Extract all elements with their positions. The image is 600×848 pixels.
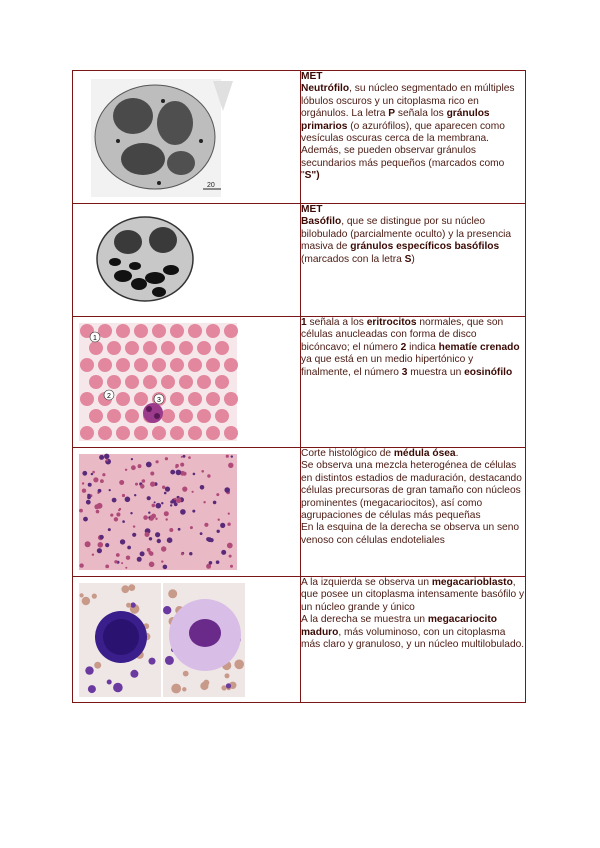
erythrocyte <box>143 375 157 389</box>
marrow-cell <box>174 498 176 500</box>
erythrocyte <box>116 426 130 440</box>
blood-cell <box>130 670 138 678</box>
marrow-cell <box>152 504 156 508</box>
marrow-cell <box>221 550 226 555</box>
marrow-cell <box>96 510 100 514</box>
text-segment: indica <box>406 341 439 353</box>
marrow-cell <box>204 523 208 527</box>
marrow-cell <box>176 498 181 503</box>
marrow-cell <box>98 489 102 493</box>
marrow-cell <box>140 484 144 488</box>
description-cell <box>301 317 526 448</box>
marrow-cell <box>192 491 194 493</box>
marrow-cell <box>91 473 93 475</box>
megakaryocyte-micrograph <box>73 577 300 702</box>
marrow-cell <box>109 489 111 491</box>
erythrocyte <box>206 324 220 338</box>
marrow-cell <box>192 510 195 513</box>
highlighted-term: 2 <box>400 341 407 353</box>
marrow-cell <box>93 477 98 482</box>
blood-cell <box>149 658 156 665</box>
marrow-cell <box>161 560 163 562</box>
marrow-cell <box>180 509 186 515</box>
marrow-cell <box>175 466 177 468</box>
marrow-cell <box>231 455 233 457</box>
image-cell <box>73 577 301 703</box>
marrow-cell <box>224 487 230 493</box>
erythrocyte <box>98 426 112 440</box>
description-cell <box>301 448 526 577</box>
marrow-cell <box>201 470 204 473</box>
marrow-cell <box>156 460 159 463</box>
table-row <box>73 71 526 204</box>
marrow-cell <box>108 528 111 531</box>
bone-marrow-micrograph <box>73 448 300 576</box>
erythrocyte <box>197 341 211 355</box>
blood-cell <box>107 680 112 685</box>
marrow-cell <box>105 565 109 569</box>
neutrophil-micrograph <box>73 71 300 203</box>
marrow-cell <box>150 482 155 487</box>
blood-cell <box>88 685 96 693</box>
highlighted-term: gránulos específicos basófilos <box>350 241 500 253</box>
marrow-cell <box>138 464 142 468</box>
blood-cell <box>226 683 231 688</box>
section-heading: MET <box>301 71 323 82</box>
text-segment: ya que está en un medio hipertónico y finalmente, el número <box>301 354 474 378</box>
marrow-cell <box>133 525 135 527</box>
marrow-cell <box>132 533 136 537</box>
erythrocyte <box>188 324 202 338</box>
erythrocyte <box>107 341 121 355</box>
erythrocyte <box>179 341 193 355</box>
blood-cell <box>203 680 209 686</box>
marrow-cell <box>86 500 91 505</box>
marrow-cell <box>148 551 152 555</box>
marrow-cell <box>92 471 95 474</box>
erythrocyte <box>89 375 103 389</box>
marrow-cell <box>82 471 87 476</box>
marrow-cell <box>125 567 127 569</box>
erythrocyte <box>215 409 229 423</box>
image-cell <box>73 204 301 317</box>
description-cell <box>301 71 526 204</box>
marrow-cell <box>87 494 90 497</box>
marrow-cell <box>131 458 133 460</box>
description-text <box>301 577 524 650</box>
marrow-cell <box>209 561 213 565</box>
erythrocyte <box>89 341 103 355</box>
highlighted-term: gránulos primarios <box>301 108 490 132</box>
erythrocyte <box>152 426 166 440</box>
text-segment: ) <box>411 253 415 265</box>
erythrocyte <box>134 324 148 338</box>
marrow-cell <box>125 469 127 471</box>
erythrocyte <box>116 358 130 372</box>
text-segment: , su núcleo segmentado en múltiples lóbulos oscuros y un citoplasma rico en orgánulos. La letra <box>301 83 515 120</box>
marrow-cell <box>155 518 157 520</box>
blood-cell <box>94 662 101 669</box>
section-heading: MET <box>301 204 323 215</box>
erythrocyte <box>134 426 148 440</box>
marrow-cell <box>97 548 102 553</box>
marrow-cell <box>217 530 220 533</box>
scale-label: 20 <box>207 182 215 189</box>
erythrocyte <box>215 341 229 355</box>
marrow-cell <box>105 543 109 547</box>
blood-cell <box>165 656 174 665</box>
highlighted-term: eritrocitos <box>366 317 417 328</box>
marrow-cell <box>174 502 178 506</box>
erythrocyte <box>206 426 220 440</box>
text-segment: , que posee un citoplasma intensamente basófilo y un núcleo grande y único A la derecha se muestra un <box>301 577 525 626</box>
marrow-cell <box>125 497 131 503</box>
marrow-cell <box>176 470 182 476</box>
blood-cell <box>163 606 171 614</box>
erythrocyte <box>206 358 220 372</box>
description-cell <box>301 204 526 317</box>
text-segment: , que se distingue por su núcleo bilobulado (parcialmente oculto) y la presencia masiva de <box>301 216 512 253</box>
marrow-cell <box>79 509 83 513</box>
erythrocyte <box>80 392 94 406</box>
marrow-cell <box>181 456 183 458</box>
marrow-cell <box>148 517 150 519</box>
marrow-cell <box>216 493 219 496</box>
marrow-cell <box>164 492 167 495</box>
marrow-cell <box>161 502 163 504</box>
erythrocyte <box>170 426 184 440</box>
marrow-cell <box>182 487 187 492</box>
marrow-cell <box>156 503 162 509</box>
marrow-cell <box>145 532 150 537</box>
description-text <box>301 448 522 546</box>
marrow-cell <box>155 532 160 537</box>
marrow-cell <box>131 465 136 470</box>
blood-cell <box>121 585 129 593</box>
blood-cell <box>128 584 135 591</box>
marrow-cell <box>119 480 124 485</box>
marrow-cell <box>116 553 120 557</box>
marrow-cell <box>183 455 186 458</box>
table-row <box>73 317 526 448</box>
table-row <box>73 204 526 317</box>
erythrocyte <box>197 375 211 389</box>
marrow-cell <box>143 515 148 520</box>
text-segment: señala a los <box>306 317 367 328</box>
marrow-cell <box>154 501 156 503</box>
image-cell <box>73 317 301 448</box>
marrow-cell <box>165 487 170 492</box>
marrow-cell <box>112 498 117 503</box>
marrow-cell <box>162 486 165 489</box>
marrow-cell <box>88 483 92 487</box>
marrow-cell <box>227 523 230 526</box>
marrow-cell <box>114 517 118 521</box>
marrow-cell <box>216 560 220 564</box>
marrow-cell <box>122 494 125 497</box>
marrow-cell <box>207 537 212 542</box>
highlighted-term: médula ósea <box>393 448 456 459</box>
marrow-cell <box>92 554 94 556</box>
marrow-cell <box>228 463 233 468</box>
marrow-cell <box>99 455 104 460</box>
highlighted-term: eosinófilo <box>464 366 513 378</box>
table-row <box>73 577 526 703</box>
marrow-cell <box>106 459 108 461</box>
erythrocyte <box>80 358 94 372</box>
erythrocyte <box>179 409 193 423</box>
marrow-cell <box>180 463 184 467</box>
erythrocyte <box>89 409 103 423</box>
text-segment: A la izquierda se observa un <box>301 577 432 588</box>
erythrocyte <box>116 324 130 338</box>
erythrocyte <box>125 341 139 355</box>
marrow-cell <box>134 494 136 496</box>
marrow-cell <box>102 473 105 476</box>
blood-cell <box>130 602 135 607</box>
marrow-cell <box>157 539 161 543</box>
erythrocyte <box>224 358 238 372</box>
blood-cell <box>80 593 84 597</box>
erythrocyte <box>98 358 112 372</box>
image-cell <box>73 71 301 204</box>
marker-label-2: 2 <box>107 393 111 400</box>
erythrocyte <box>188 358 202 372</box>
blood-cell <box>182 687 186 691</box>
marrow-cell <box>193 473 196 476</box>
marrow-cell <box>150 472 154 476</box>
marrow-cell <box>149 562 155 568</box>
marrow-cell <box>170 504 172 506</box>
marrow-cell <box>178 528 181 531</box>
erythrocyte <box>152 358 166 372</box>
marrow-cell <box>82 489 86 493</box>
erythrocyte <box>152 324 166 338</box>
marrow-cell <box>121 562 123 564</box>
blood-cell <box>183 671 189 677</box>
marrow-cell <box>85 541 91 547</box>
marrow-cell <box>147 496 151 500</box>
highlighted-term: S") <box>304 170 320 182</box>
text-segment: Corte histológico de <box>301 448 394 459</box>
marrow-cell <box>200 485 205 490</box>
text-segment: (marcados con la letra <box>301 253 405 265</box>
marrow-cell <box>110 514 113 517</box>
marrow-cell <box>94 504 99 509</box>
marrow-cell <box>137 557 142 562</box>
highlighted-term: Neutrófilo <box>301 83 350 95</box>
blood-cell <box>225 673 230 678</box>
erythrocyte <box>161 409 175 423</box>
erythrocyte <box>170 358 184 372</box>
erythrocyte <box>188 426 202 440</box>
marrow-cell <box>118 509 120 511</box>
text-segment: muestra un <box>407 366 465 378</box>
marrow-cell <box>203 501 205 503</box>
marrow-cell <box>163 565 168 570</box>
marker-label-1: 1 <box>93 335 97 342</box>
erythrocyte <box>143 341 157 355</box>
highlighted-term: P <box>388 108 396 120</box>
erythrocyte <box>170 392 184 406</box>
blood-cell <box>171 684 181 694</box>
blood-smear-micrograph <box>73 317 300 447</box>
text-segment: señala los <box>395 108 447 120</box>
marrow-cell <box>114 560 117 563</box>
marrow-cell <box>161 546 166 551</box>
text-segment: . Se observa una mezcla heterogénea de células en distintos estadios de maduración, destacando células precursoras de gran tamaño con núcleos prominentes (megacariocitos), así como agrupaciones de células más pequeñas En la esquina de la derecha se observa un seno venoso con células endoteliales <box>301 448 522 546</box>
blood-cell <box>85 666 93 674</box>
highlighted-term: megacariocito maduro <box>301 614 497 638</box>
erythrocyte <box>107 409 121 423</box>
erythrocyte <box>125 375 139 389</box>
text-segment: (o azurófilos), que aparecen como vesículas oscuras cerca de la membrana. Además, se pueden observar gránulos secundarios más pequeños (marcados como " <box>301 120 505 182</box>
marrow-cell <box>181 553 184 556</box>
marrow-cell <box>151 514 156 519</box>
erythrocyte <box>197 409 211 423</box>
image-cell <box>73 448 301 577</box>
marrow-cell <box>228 513 230 515</box>
marrow-cell <box>149 537 152 540</box>
blood-cell <box>126 603 131 608</box>
marrow-cell <box>130 512 132 514</box>
marrow-cell <box>226 455 229 458</box>
erythrocyte <box>134 358 148 372</box>
erythrocyte <box>116 392 130 406</box>
marrow-cell <box>165 457 168 460</box>
marrow-cell <box>230 565 233 568</box>
highlighted-term: hematíe crenado <box>438 341 520 353</box>
blood-cell <box>82 597 90 605</box>
marrow-cell <box>227 543 233 549</box>
highlighted-term: 3 <box>401 366 408 378</box>
marrow-cell <box>218 519 220 521</box>
marrow-cell <box>200 532 203 535</box>
content-table <box>72 70 526 703</box>
erythrocyte <box>134 392 148 406</box>
marrow-cell <box>189 552 192 555</box>
description-text <box>301 317 520 378</box>
erythrocyte <box>224 426 238 440</box>
marker-label-3: 3 <box>157 397 161 404</box>
erythrocyte <box>161 375 175 389</box>
marrow-cell <box>82 482 84 484</box>
marrow-cell <box>142 479 146 483</box>
basophil-micrograph <box>73 204 300 316</box>
marrow-cell <box>99 535 103 539</box>
erythrocyte <box>188 392 202 406</box>
description-text <box>301 216 511 264</box>
marrow-cell <box>127 546 131 550</box>
erythrocyte <box>125 409 139 423</box>
marrow-cell <box>83 517 88 522</box>
marrow-cell <box>135 483 138 486</box>
marrow-cell <box>229 555 232 558</box>
erythrocyte <box>80 426 94 440</box>
erythrocyte <box>170 324 184 338</box>
marrow-cell <box>164 511 169 516</box>
table-row <box>73 448 526 577</box>
marrow-cell <box>104 454 109 459</box>
marrow-cell <box>170 470 175 475</box>
marrow-cell <box>167 537 173 543</box>
erythrocyte <box>206 392 220 406</box>
highlighted-term: Basófilo <box>301 216 342 228</box>
blood-cell <box>92 594 97 599</box>
marrow-cell <box>166 518 168 520</box>
marrow-cell <box>100 479 104 483</box>
erythrocyte <box>224 392 238 406</box>
marrow-cell <box>207 474 210 477</box>
description-cell <box>301 577 526 703</box>
highlighted-term: megacarioblasto <box>431 577 513 588</box>
text-segment: , más voluminoso, con un citoplasma más claro y granuloso, y un núcleo multilobulado. <box>301 626 525 651</box>
marrow-cell <box>126 556 130 560</box>
marrow-cell <box>220 523 225 528</box>
erythrocyte <box>107 375 121 389</box>
blood-cell <box>113 683 123 693</box>
marrow-cell <box>79 563 83 567</box>
erythrocyte <box>215 375 229 389</box>
blood-cell <box>168 589 177 598</box>
marrow-cell <box>190 526 193 529</box>
marrow-cell <box>116 512 120 516</box>
text-segment: normales, que son células anucleadas con forma de disco bicóncavo; el número <box>301 317 504 353</box>
marrow-cell <box>213 501 217 505</box>
marrow-cell <box>188 456 191 459</box>
marrow-cell <box>148 512 150 514</box>
blood-cell <box>234 660 244 670</box>
erythrocyte <box>179 375 193 389</box>
marrow-cell <box>98 542 104 548</box>
erythrocyte <box>224 324 238 338</box>
marrow-cell <box>140 551 145 556</box>
marrow-cell <box>169 528 173 532</box>
marrow-cell <box>146 462 152 468</box>
highlighted-term: 1 <box>301 317 307 328</box>
erythrocyte <box>161 341 175 355</box>
highlighted-term: S <box>404 253 412 265</box>
description-text <box>301 83 514 181</box>
marrow-cell <box>122 520 125 523</box>
marrow-cell <box>120 539 125 544</box>
